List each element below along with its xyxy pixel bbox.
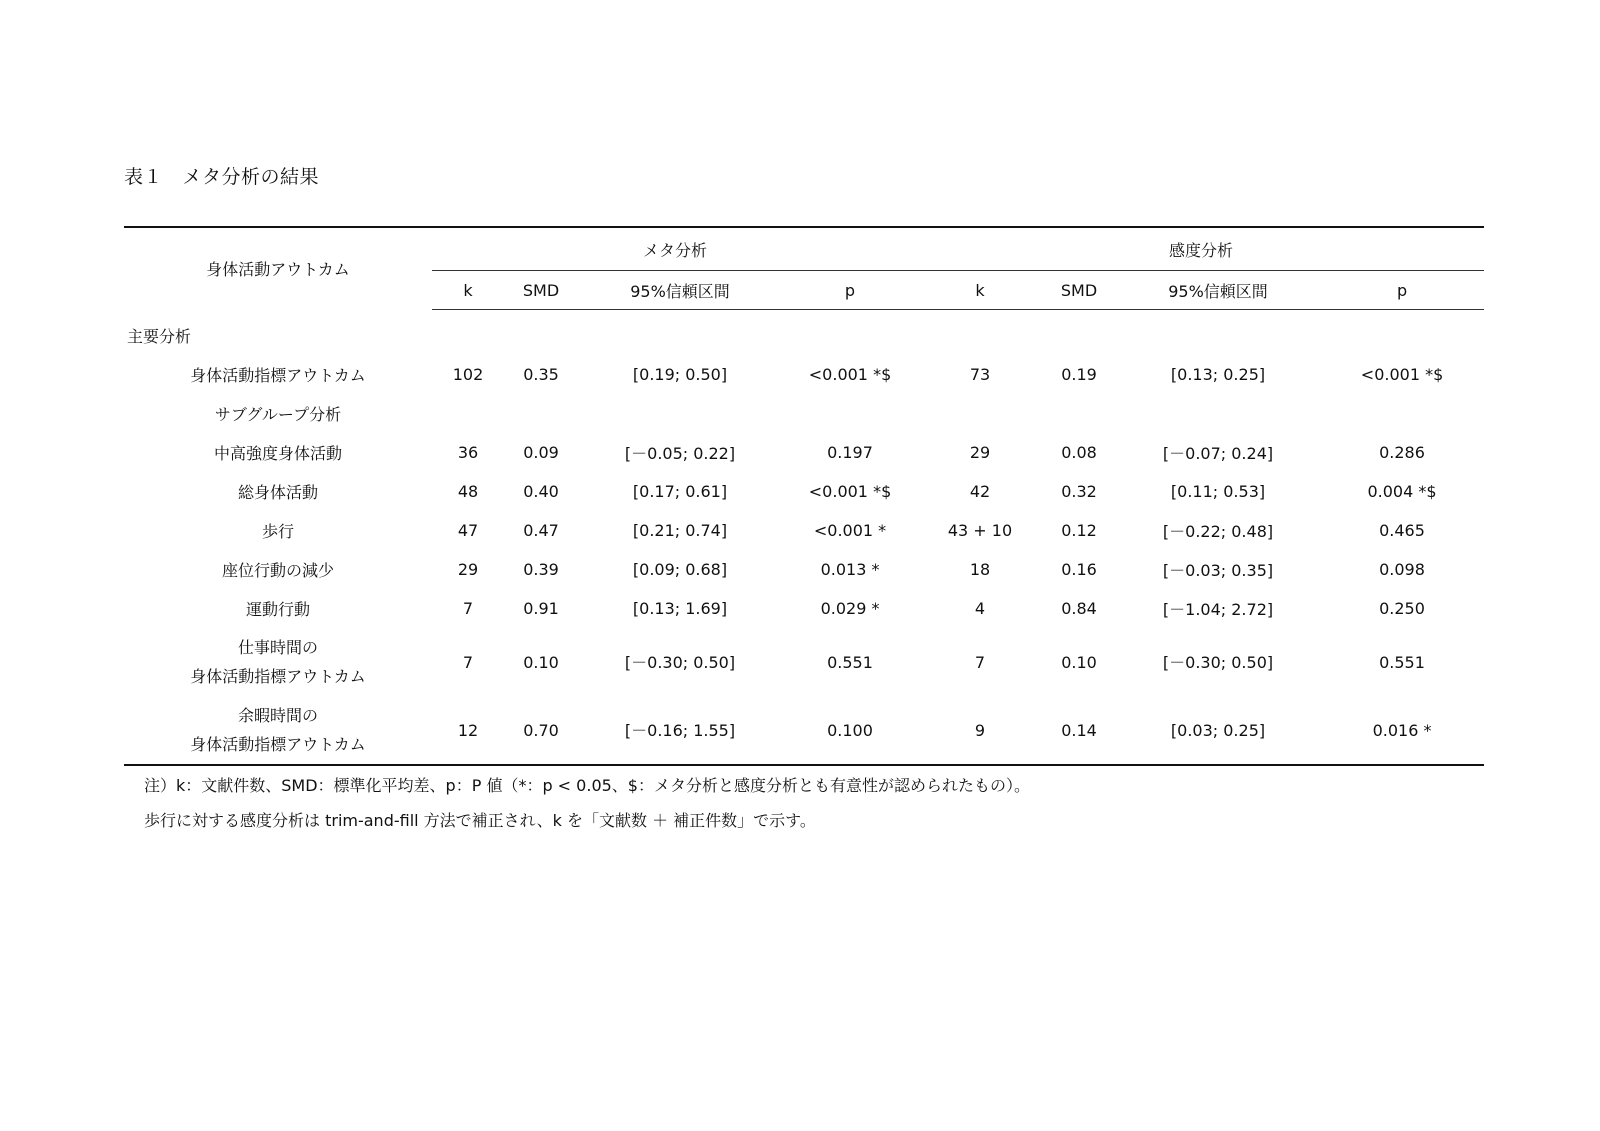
table-cell: [－0.22; 0.48]	[1162, 522, 1274, 541]
note-line: 歩行に対する感度分析は trim-and-fill 方法で補正され、k を「文献数 ＋ 補正件数」で示す。	[144, 811, 816, 830]
table-row	[124, 355, 1484, 394]
table-row	[124, 628, 1484, 696]
table-title: 表１ メタ分析の結果	[124, 166, 320, 188]
table-cell	[504, 394, 578, 433]
table-cell: 0.098	[1379, 560, 1425, 579]
table-cell	[578, 394, 782, 433]
row-label	[124, 433, 432, 472]
row-label	[124, 472, 432, 511]
table-row	[124, 696, 1484, 765]
table-cell: 0.004 *$	[1367, 482, 1437, 501]
table-cell: 0.12	[1061, 521, 1097, 540]
column-header: 95%信頼区間	[578, 271, 782, 310]
table-row	[124, 550, 1484, 589]
table-cell: [0.19; 0.50]	[632, 365, 728, 384]
table-cell: [－0.03; 0.35]	[1162, 561, 1274, 580]
table-cell	[1320, 394, 1484, 433]
table-cell: 0.39	[523, 560, 559, 579]
column-header: SMD	[504, 271, 578, 310]
table-cell: [0.11; 0.53]	[1170, 482, 1266, 501]
table-cell: 0.19	[1061, 365, 1097, 384]
table-cell: 0.100	[782, 696, 918, 765]
table-cell: 0.250	[1379, 599, 1425, 618]
row-label	[124, 355, 432, 394]
table-cell: 0.35	[523, 365, 559, 384]
table-cell: 7	[974, 652, 986, 672]
table-cell: [0.03; 0.25]	[1116, 696, 1320, 765]
table-cell: <0.001 *$	[808, 482, 892, 501]
table-cell: [－0.30; 0.50]	[1162, 652, 1274, 672]
table-cell: [－0.05; 0.22]	[624, 444, 736, 463]
row-label	[124, 511, 432, 550]
row-label-line: 総身体活動	[237, 483, 318, 502]
row-label	[124, 394, 432, 433]
table-cell: 29	[969, 443, 991, 462]
table-cell: 0.10	[1061, 652, 1097, 672]
table-cell: 47	[457, 521, 479, 540]
table-cell	[1116, 394, 1320, 433]
results-table	[124, 226, 1484, 766]
row-label	[124, 550, 432, 589]
table-cell: 0.197	[827, 443, 873, 462]
table-cell: [0.21; 0.74]	[632, 521, 728, 540]
table-cell	[918, 394, 1042, 433]
sensitivity-analysis-group-header: 感度分析	[918, 227, 1484, 271]
table-cell: <0.001 *$	[808, 365, 892, 384]
column-header: SMD	[1042, 271, 1116, 310]
table-cell	[432, 394, 504, 433]
row-label-line: 中高強度身体活動	[213, 444, 342, 463]
table-cell: 0.91	[523, 599, 559, 618]
results-table-wrapper	[124, 226, 1484, 766]
table-cell: 0.10	[523, 652, 559, 672]
table-row	[124, 394, 1484, 433]
table-row	[124, 589, 1484, 628]
table-cell: [－1.04; 2.72]	[1162, 600, 1274, 619]
table-body	[124, 310, 1484, 766]
column-header: 95%信頼区間	[1116, 271, 1320, 310]
table-cell: 29	[457, 560, 479, 579]
row-label-line: サブグループ分析	[214, 405, 342, 424]
table-cell: 36	[457, 443, 479, 462]
table-notes	[144, 768, 1030, 838]
table-cell: 0.09	[523, 443, 559, 462]
row-label-line: 運動行動	[245, 600, 310, 619]
section-label-main: 主要分析	[127, 327, 192, 346]
table-row	[124, 511, 1484, 550]
table-cell: [0.17; 0.61]	[632, 482, 728, 501]
table-cell: 0.47	[523, 521, 559, 540]
row-label	[124, 589, 432, 628]
table-cell: 42	[969, 482, 991, 501]
row-label-line: 座位行動の減少	[221, 561, 334, 580]
table-cell: 0.14	[1042, 696, 1116, 765]
table-cell: 0.286	[1379, 443, 1425, 462]
table-cell: 0.16	[1061, 560, 1097, 579]
table-cell: 0.08	[1061, 443, 1097, 462]
outcome-column-header: 身体活動アウトカム	[124, 227, 432, 310]
table-row	[124, 433, 1484, 472]
table-cell	[782, 394, 918, 433]
table-cell: <0.001 *	[813, 521, 887, 540]
table-cell: 0.465	[1379, 521, 1425, 540]
table-cell: 7	[462, 599, 474, 618]
table-cell: 0.32	[1061, 482, 1097, 501]
table-cell	[1042, 394, 1116, 433]
table-cell: 43 + 10	[947, 521, 1013, 540]
table-cell: 0.551	[827, 652, 873, 672]
table-cell: 4	[974, 599, 986, 618]
table-cell: [－0.30; 0.50]	[624, 652, 736, 672]
column-header: k	[918, 271, 1042, 310]
table-cell: 0.40	[523, 482, 559, 501]
row-label-line: 仕事時間の	[237, 638, 318, 657]
row-label-line: 身体活動指標アウトカム	[190, 735, 366, 754]
table-cell: 0.70	[504, 696, 578, 765]
table-cell: 18	[969, 560, 991, 579]
column-header: p	[1320, 271, 1484, 310]
table-cell: [0.09; 0.68]	[632, 560, 728, 579]
row-label-line: 歩行	[261, 522, 294, 541]
note-line: 注）k：文献件数、SMD：標準化平均差、p：P 値（*：p < 0.05、$：メタ分析と感度分析とも有意性が認められたもの）。	[144, 776, 1030, 795]
table-cell: 48	[457, 482, 479, 501]
row-label-line: 余暇時間の	[237, 706, 318, 725]
table-cell: 0.013 *	[820, 560, 880, 579]
table-cell: 102	[452, 365, 484, 384]
row-label-line: 身体活動指標アウトカム	[190, 366, 366, 385]
table-cell: [0.13; 0.25]	[1170, 365, 1266, 384]
table-cell: 12	[432, 696, 504, 765]
table-cell: 0.84	[1061, 599, 1097, 618]
column-header: p	[782, 271, 918, 310]
table-cell: 73	[969, 365, 991, 384]
table-cell: 7	[462, 652, 474, 672]
row-label-line: 身体活動指標アウトカム	[190, 667, 366, 686]
table-cell: 0.551	[1379, 652, 1425, 672]
row-label	[124, 696, 432, 765]
section-row	[124, 310, 1484, 356]
row-label	[124, 628, 432, 696]
table-cell: <0.001 *$	[1360, 365, 1444, 384]
column-header: k	[432, 271, 504, 310]
table-cell: 9	[918, 696, 1042, 765]
table-row	[124, 472, 1484, 511]
table-cell: [－0.16; 1.55]	[578, 696, 782, 765]
table-cell: 0.029 *	[820, 599, 880, 618]
table-cell: [0.13; 1.69]	[632, 599, 728, 618]
meta-analysis-group-header: メタ分析	[432, 227, 918, 271]
table-cell: 0.016 *	[1320, 696, 1484, 765]
table-cell: [－0.07; 0.24]	[1162, 444, 1274, 463]
